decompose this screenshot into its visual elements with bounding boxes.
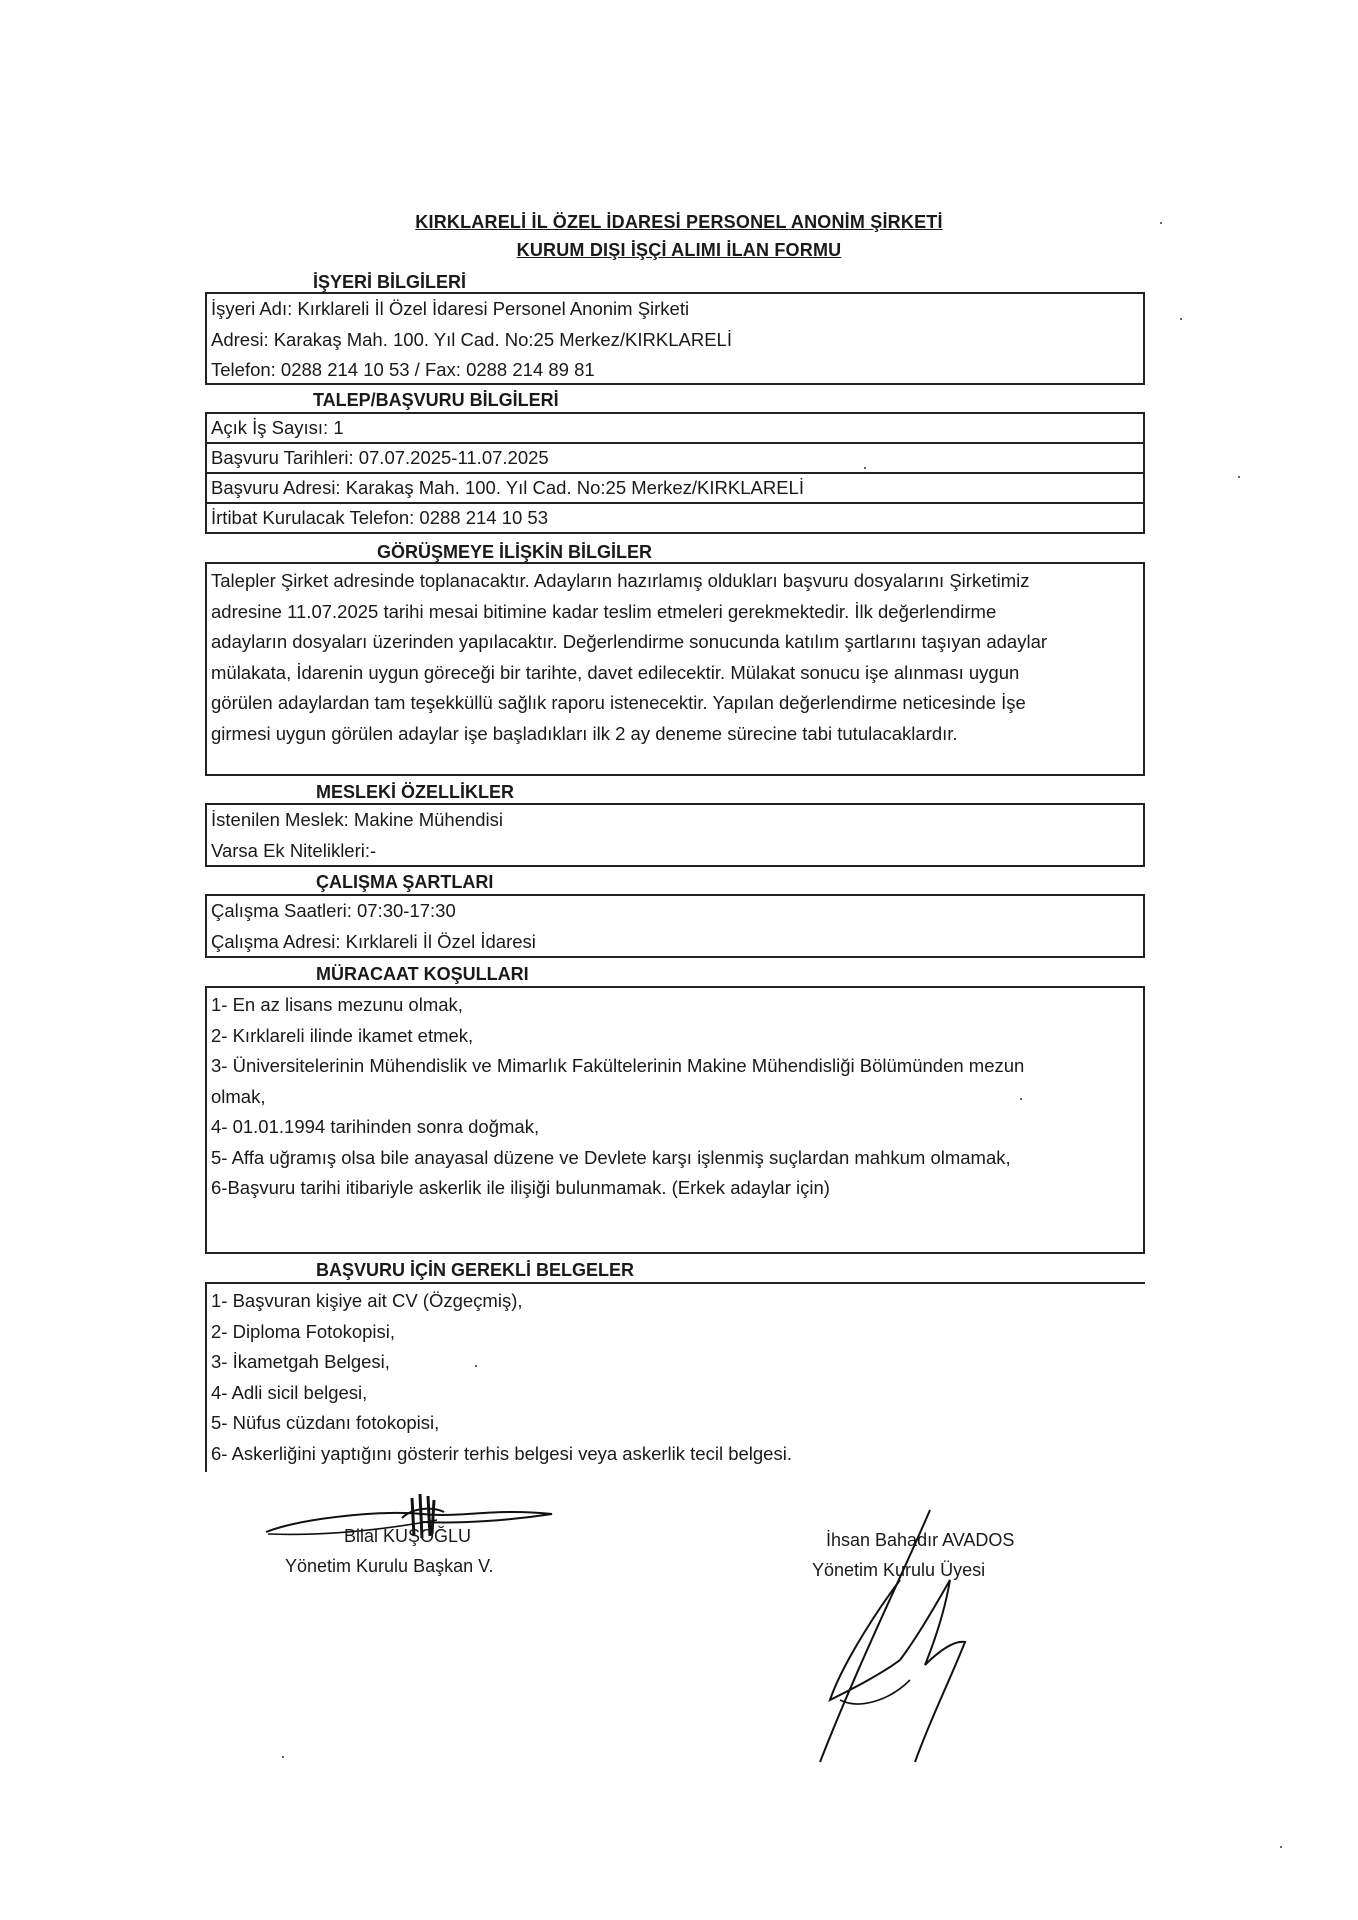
- section-title-gorusme: GÖRÜŞMEYE İLİŞKİN BİLGİLER: [377, 542, 653, 562]
- left-signer-title: Yönetim Kurulu Başkan V.: [285, 1556, 494, 1576]
- gorusme-paragraph: [207, 564, 1143, 749]
- scan-speck: [1160, 222, 1162, 224]
- working-address: Çalışma Adresi: Kırklareli İl Özel İdaresi: [211, 930, 536, 952]
- right-signature: [750, 1500, 1010, 1770]
- application-address: Başvuru Adresi: Karakaş Mah. 100. Yıl Cad. No:25 Merkez/KIRKLARELİ: [207, 474, 1143, 504]
- talep-box: [205, 412, 1145, 534]
- document-item: 5- Nüfus cüzdanı fotokopisi,: [211, 1412, 440, 1433]
- gorusme-box: [205, 562, 1145, 776]
- condition-item: 5- Affa uğramış olsa bile anayasal düzene ve Devlete karşı işlenmiş suçlardan mahkum olmamak,: [211, 1146, 1011, 1168]
- section-title-belgeler: BAŞVURU İÇİN GEREKLİ BELGELER: [316, 1260, 635, 1280]
- working-hours: Çalışma Saatleri: 07:30-17:30: [211, 900, 456, 921]
- condition-item: 3- Üniversitelerinin Mühendislik ve Mimarlık Fakültelerinin Makine Mühendisliği Bölümünden mezun: [211, 1055, 1025, 1076]
- section-title-talep: TALEP/BAŞVURU BİLGİLERİ: [313, 390, 559, 410]
- scan-speck: [282, 1756, 284, 1758]
- section-title-isyeri: İŞYERİ BİLGİLERİ: [313, 272, 467, 292]
- isyeri-phone: Telefon: 0288 214 10 53 / Fax: 0288 214 89 81: [211, 359, 595, 380]
- scan-speck: [1280, 1846, 1282, 1848]
- condition-item: 4- 01.01.1994 tarihinden sonra doğmak,: [211, 1116, 540, 1137]
- scan-speck: [864, 467, 866, 469]
- belgeler-box: [205, 1282, 1145, 1472]
- meslek-box: [205, 803, 1145, 867]
- section-title-meslek: MESLEKİ ÖZELLİKLER: [316, 782, 514, 802]
- gorusme-line: Talepler Şirket adresinde toplanacaktır. Adayların hazırlamış oldukları başvuru dosyalarını Şirketimiz: [211, 570, 1030, 591]
- right-signer-name: İhsan Bahadır AVADOS: [826, 1530, 1015, 1550]
- scan-speck: [1180, 318, 1182, 320]
- muracaat-box: [205, 986, 1145, 1254]
- condition-item: 2- Kırklareli ilinde ikamet etmek,: [211, 1024, 474, 1046]
- gorusme-line: adayların dosyaları üzerinden yapılacaktır. Değerlendirme sonucunda katılım şartlarını taşıyan adaylar: [211, 631, 1048, 652]
- gorusme-line: görülen adaylardan tam teşekküllü sağlık raporu istenecektir. Yapılan değerlendirme neticesinde İşe: [211, 692, 1026, 713]
- document-title: KIRKLARELİ İL ÖZEL İDARESİ PERSONEL ANONİM ŞİRKETİ: [415, 212, 943, 232]
- application-dates: Başvuru Tarihleri: 07.07.2025-11.07.2025: [207, 444, 1143, 474]
- required-profession: İstenilen Meslek: Makine Mühendisi: [211, 809, 504, 830]
- section-title-calisma: ÇALIŞMA ŞARTLARI: [316, 872, 494, 892]
- contact-phone: İrtibat Kurulacak Telefon: 0288 214 10 53: [211, 507, 549, 528]
- document-item: 6- Askerliğini yaptığını gösterir terhis belgesi veya askerlik tecil belgesi.: [211, 1442, 792, 1464]
- condition-item: 6-Başvuru tarihi itibariyle askerlik ile ilişiği bulunmamak. (Erkek adaylar için): [211, 1177, 830, 1198]
- gorusme-line: adresine 11.07.2025 tarihi mesai bitimine kadar teslim etmeleri gerekmektedir. İlk değerlendirme: [211, 600, 997, 622]
- condition-item: olmak,: [211, 1085, 266, 1107]
- section-title-muracaat: MÜRACAAT KOŞULLARI: [316, 964, 529, 984]
- additional-qualifications: Varsa Ek Nitelikleri:-: [211, 839, 377, 861]
- condition-item: 1- En az lisans mezunu olmak,: [211, 994, 463, 1015]
- isyeri-box: [205, 292, 1145, 385]
- isyeri-name: İşyeri Adı: Kırklareli İl Özel İdaresi Personel Anonim Şirketi: [211, 298, 690, 319]
- calisma-box: [205, 894, 1145, 958]
- scan-speck: [475, 1365, 477, 1367]
- isyeri-address: Adresi: Karakaş Mah. 100. Yıl Cad. No:25 Merkez/KIRKLARELİ: [211, 328, 732, 350]
- document-item: 4- Adli sicil belgesi,: [211, 1381, 368, 1403]
- document-item: 2- Diploma Fotokopisi,: [211, 1320, 396, 1342]
- left-signer-name: Bilal KUŞOĞLU: [344, 1526, 472, 1546]
- right-signer-title: Yönetim Kurulu Üyesi: [812, 1560, 986, 1580]
- document-item: 1- Başvuran kişiye ait CV (Özgeçmiş),: [211, 1290, 523, 1311]
- open-positions: Açık İş Sayısı: 1: [207, 414, 1143, 444]
- scan-speck: [1238, 476, 1240, 478]
- gorusme-line: mülakata, İdarenin uygun göreceği bir tarihte, davet edilecektir. Mülakat sonucu işe alınması uygun: [211, 661, 1020, 683]
- gorusme-line: girmesi uygun görülen adaylar işe başladıkları ilk 2 ay deneme sürecine tabi tutulacaklardır.: [211, 722, 958, 744]
- document-item: 3- İkametgah Belgesi,: [211, 1351, 390, 1372]
- scan-speck: [1020, 1098, 1022, 1100]
- document-subtitle: KURUM DIŞI İŞÇİ ALIMI İLAN FORMU: [516, 240, 842, 260]
